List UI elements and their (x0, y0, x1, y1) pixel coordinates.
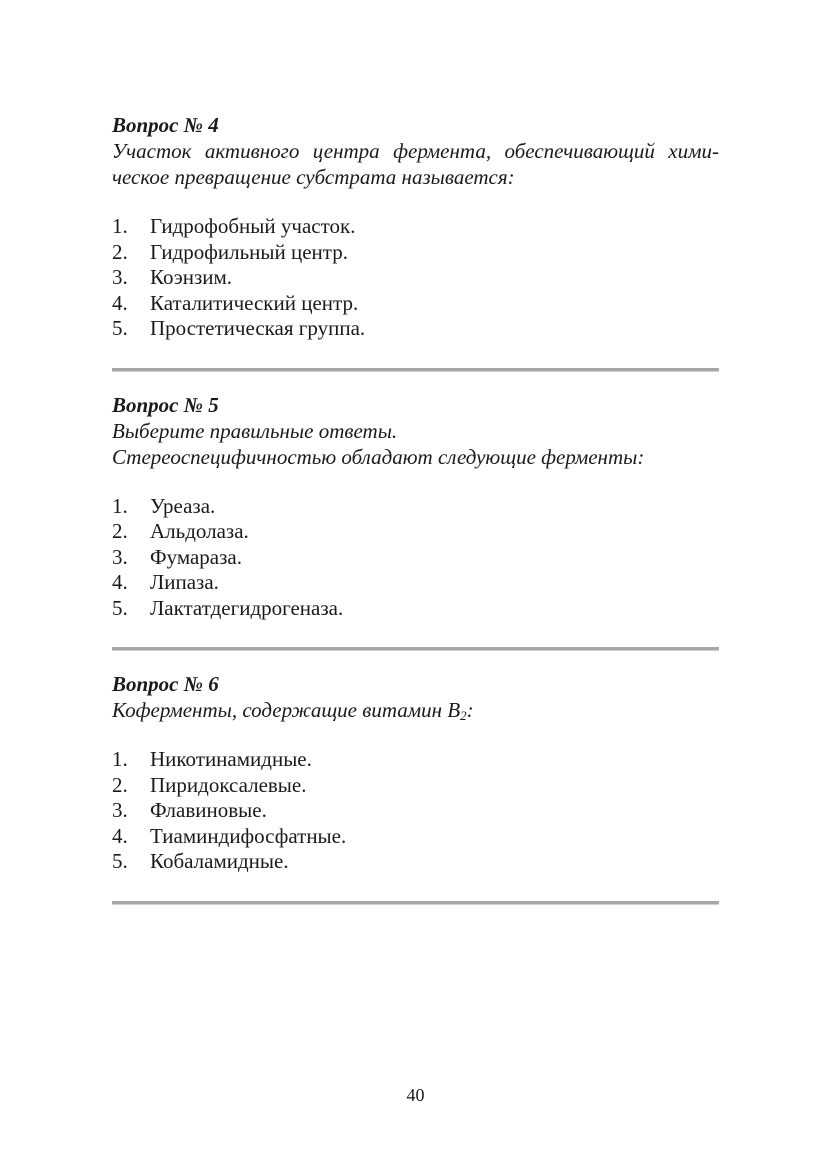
option-number: 1. (112, 214, 128, 238)
option-number: 2. (112, 772, 128, 797)
option-number: 4. (112, 570, 128, 594)
answer-option (112, 747, 719, 773)
option-label: Никотинамидные. (150, 747, 312, 771)
option-number: 3. (112, 265, 128, 289)
option-label: Гидрофобный участок. (150, 214, 356, 238)
page-number: 40 (406, 1085, 425, 1105)
option-label: Фумараза. (150, 544, 242, 569)
option-number: 1. (112, 747, 128, 771)
section-divider (112, 647, 719, 651)
answer-option (112, 798, 719, 824)
answer-option (112, 316, 719, 342)
question-text-end: : (466, 698, 474, 722)
option-label: Пиридоксалевые. (150, 772, 307, 797)
option-label: Простетическая группа. (150, 316, 366, 340)
option-number: 1. (112, 493, 128, 518)
option-label: Лактатдегидрогеназа. (150, 595, 344, 620)
document-page (112, 112, 719, 905)
answer-option (112, 849, 719, 875)
question-title: Вопрос № 5 (112, 392, 219, 417)
question-title: Вопрос № 6 (112, 672, 219, 696)
answer-option (112, 240, 719, 266)
option-number: 5. (112, 849, 128, 873)
answer-options (112, 214, 719, 342)
question-text: Коферменты, содержащие витамин В (112, 698, 461, 722)
option-label: Альдолаза. (150, 519, 249, 543)
answer-option (112, 824, 719, 850)
question-5 (112, 392, 719, 622)
answer-option (112, 291, 719, 317)
section-divider (112, 901, 719, 905)
option-number: 2. (112, 239, 128, 264)
answer-option (112, 545, 719, 571)
question-4 (112, 112, 719, 342)
option-label: Флавиновые. (150, 798, 267, 822)
question-title: Вопрос № 4 (112, 113, 219, 137)
question-6 (112, 671, 719, 875)
question-text-line (112, 697, 719, 723)
option-label: Уреаза. (150, 493, 216, 518)
option-label: Липаза. (150, 570, 219, 594)
question-text-line: Выберите правильные ответы. (112, 418, 398, 443)
section-divider (112, 368, 719, 372)
option-number: 3. (112, 798, 128, 822)
option-label: Тиаминдифосфатные. (150, 823, 347, 848)
answer-option (112, 773, 719, 799)
option-number: 5. (112, 316, 128, 340)
answer-option (112, 519, 719, 545)
answer-options (112, 747, 719, 875)
answer-option (112, 570, 719, 596)
option-number: 2. (112, 519, 128, 543)
question-text-line: Участок активного центра фермента, обеспечивающий хими- (112, 139, 719, 163)
option-number: 4. (112, 290, 128, 315)
option-label: Гидрофильный центр. (150, 239, 348, 264)
answer-option (112, 494, 719, 520)
option-label: Каталитический центр. (150, 290, 359, 315)
answer-option (112, 596, 719, 622)
option-label: Коэнзим. (150, 265, 233, 289)
answer-option (112, 265, 719, 291)
option-number: 3. (112, 544, 128, 569)
option-label: Кобаламидные. (150, 849, 289, 873)
answer-option (112, 214, 719, 240)
subscript: 2 (460, 708, 467, 723)
option-number: 4. (112, 823, 128, 848)
question-text-line: ческое превращение субстрата называется: (112, 165, 515, 189)
option-number: 5. (112, 595, 128, 620)
question-text-line: Стереоспецифичностью обладают следующие ферменты: (112, 444, 645, 469)
answer-options (112, 494, 719, 622)
